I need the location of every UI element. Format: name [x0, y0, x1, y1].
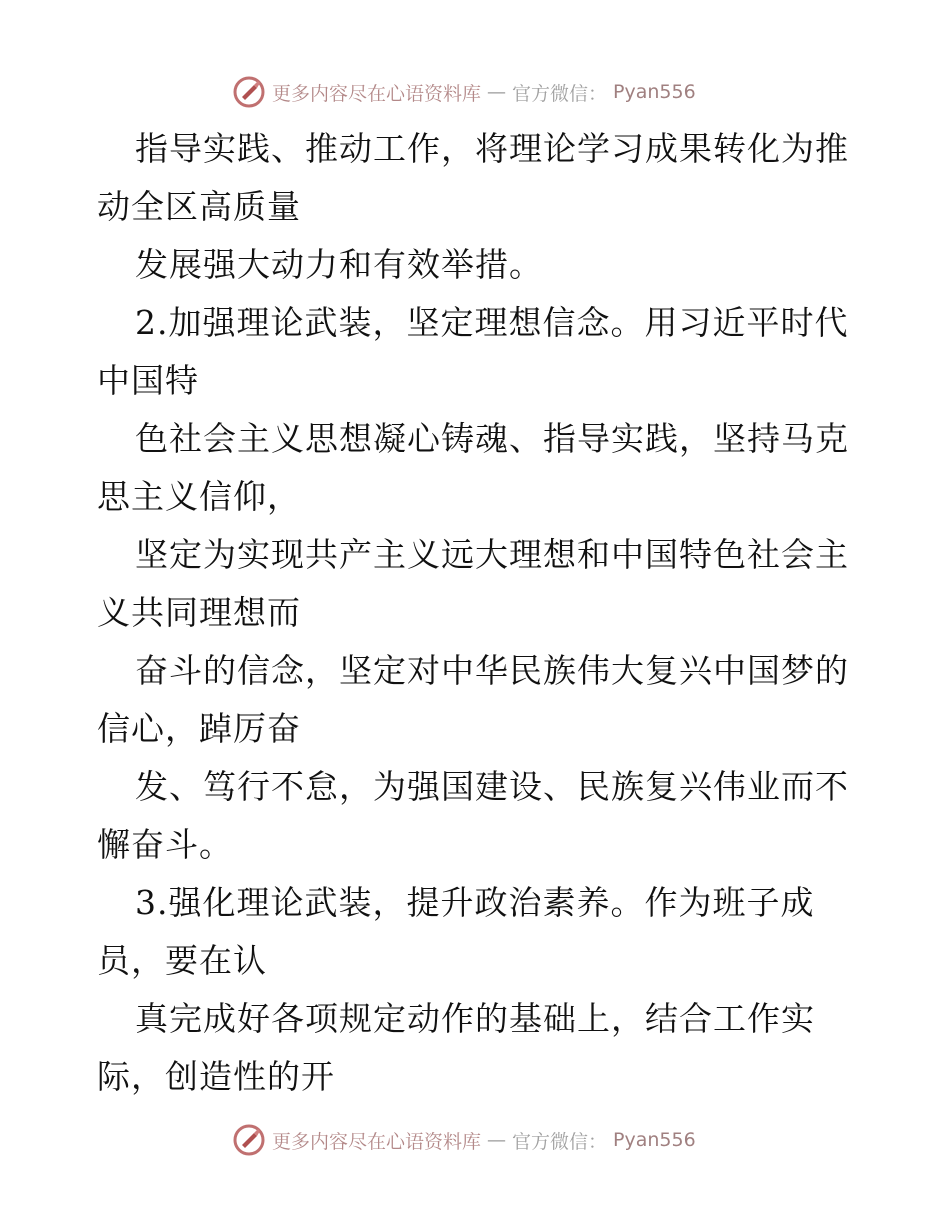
watermark-dash: —	[487, 81, 507, 103]
text-line: 指导实践、推动工作，将理论学习成果转化为推	[135, 129, 849, 168]
text-line: 动全区高质量	[97, 187, 301, 226]
footer-watermark	[232, 1120, 696, 1160]
text-line: 坚定为实现共产主义远大理想和中国特色社会主	[135, 535, 849, 574]
watermark-official: 官方微信：	[512, 82, 608, 105]
text-line: 信心，踔厉奋	[97, 709, 301, 748]
text-line: 真完成好各项规定动作的基础上，结合工作实	[135, 999, 815, 1038]
text-line: 中国特	[97, 361, 199, 400]
text-line: 奋斗的信念，坚定对中华民族伟大复兴中国梦的	[135, 651, 849, 690]
text-line: 员，要在认	[97, 941, 267, 980]
watermark-id: Pyan556	[613, 1129, 696, 1151]
watermark-text: 更多内容尽在心语资料库	[272, 82, 482, 105]
text-line: 3.强化理论武装，提升政治素养。作为班子成	[135, 883, 815, 922]
watermark-dash: —	[487, 1129, 507, 1151]
watermark-logo-icon	[232, 1123, 266, 1157]
document-body	[97, 120, 857, 1106]
text-line: 色社会主义思想凝心铸魂、指导实践，坚持马克	[135, 419, 849, 458]
header-watermark	[232, 72, 696, 112]
watermark-logo-icon	[232, 75, 266, 109]
text-line: 2.加强理论武装，坚定理想信念。用习近平时代	[135, 303, 849, 342]
text-line: 思主义信仰，	[97, 477, 301, 516]
text-line: 发展强大动力和有效举措。	[135, 245, 543, 284]
watermark-id: Pyan556	[613, 81, 696, 103]
watermark-text: 更多内容尽在心语资料库	[272, 1130, 482, 1153]
text-line: 懈奋斗。	[97, 825, 233, 864]
text-line: 义共同理想而	[97, 593, 301, 632]
watermark-official: 官方微信：	[512, 1130, 608, 1153]
text-line: 发、笃行不怠，为强国建设、民族复兴伟业而不	[135, 767, 849, 806]
text-line: 际，创造性的开	[97, 1057, 335, 1096]
